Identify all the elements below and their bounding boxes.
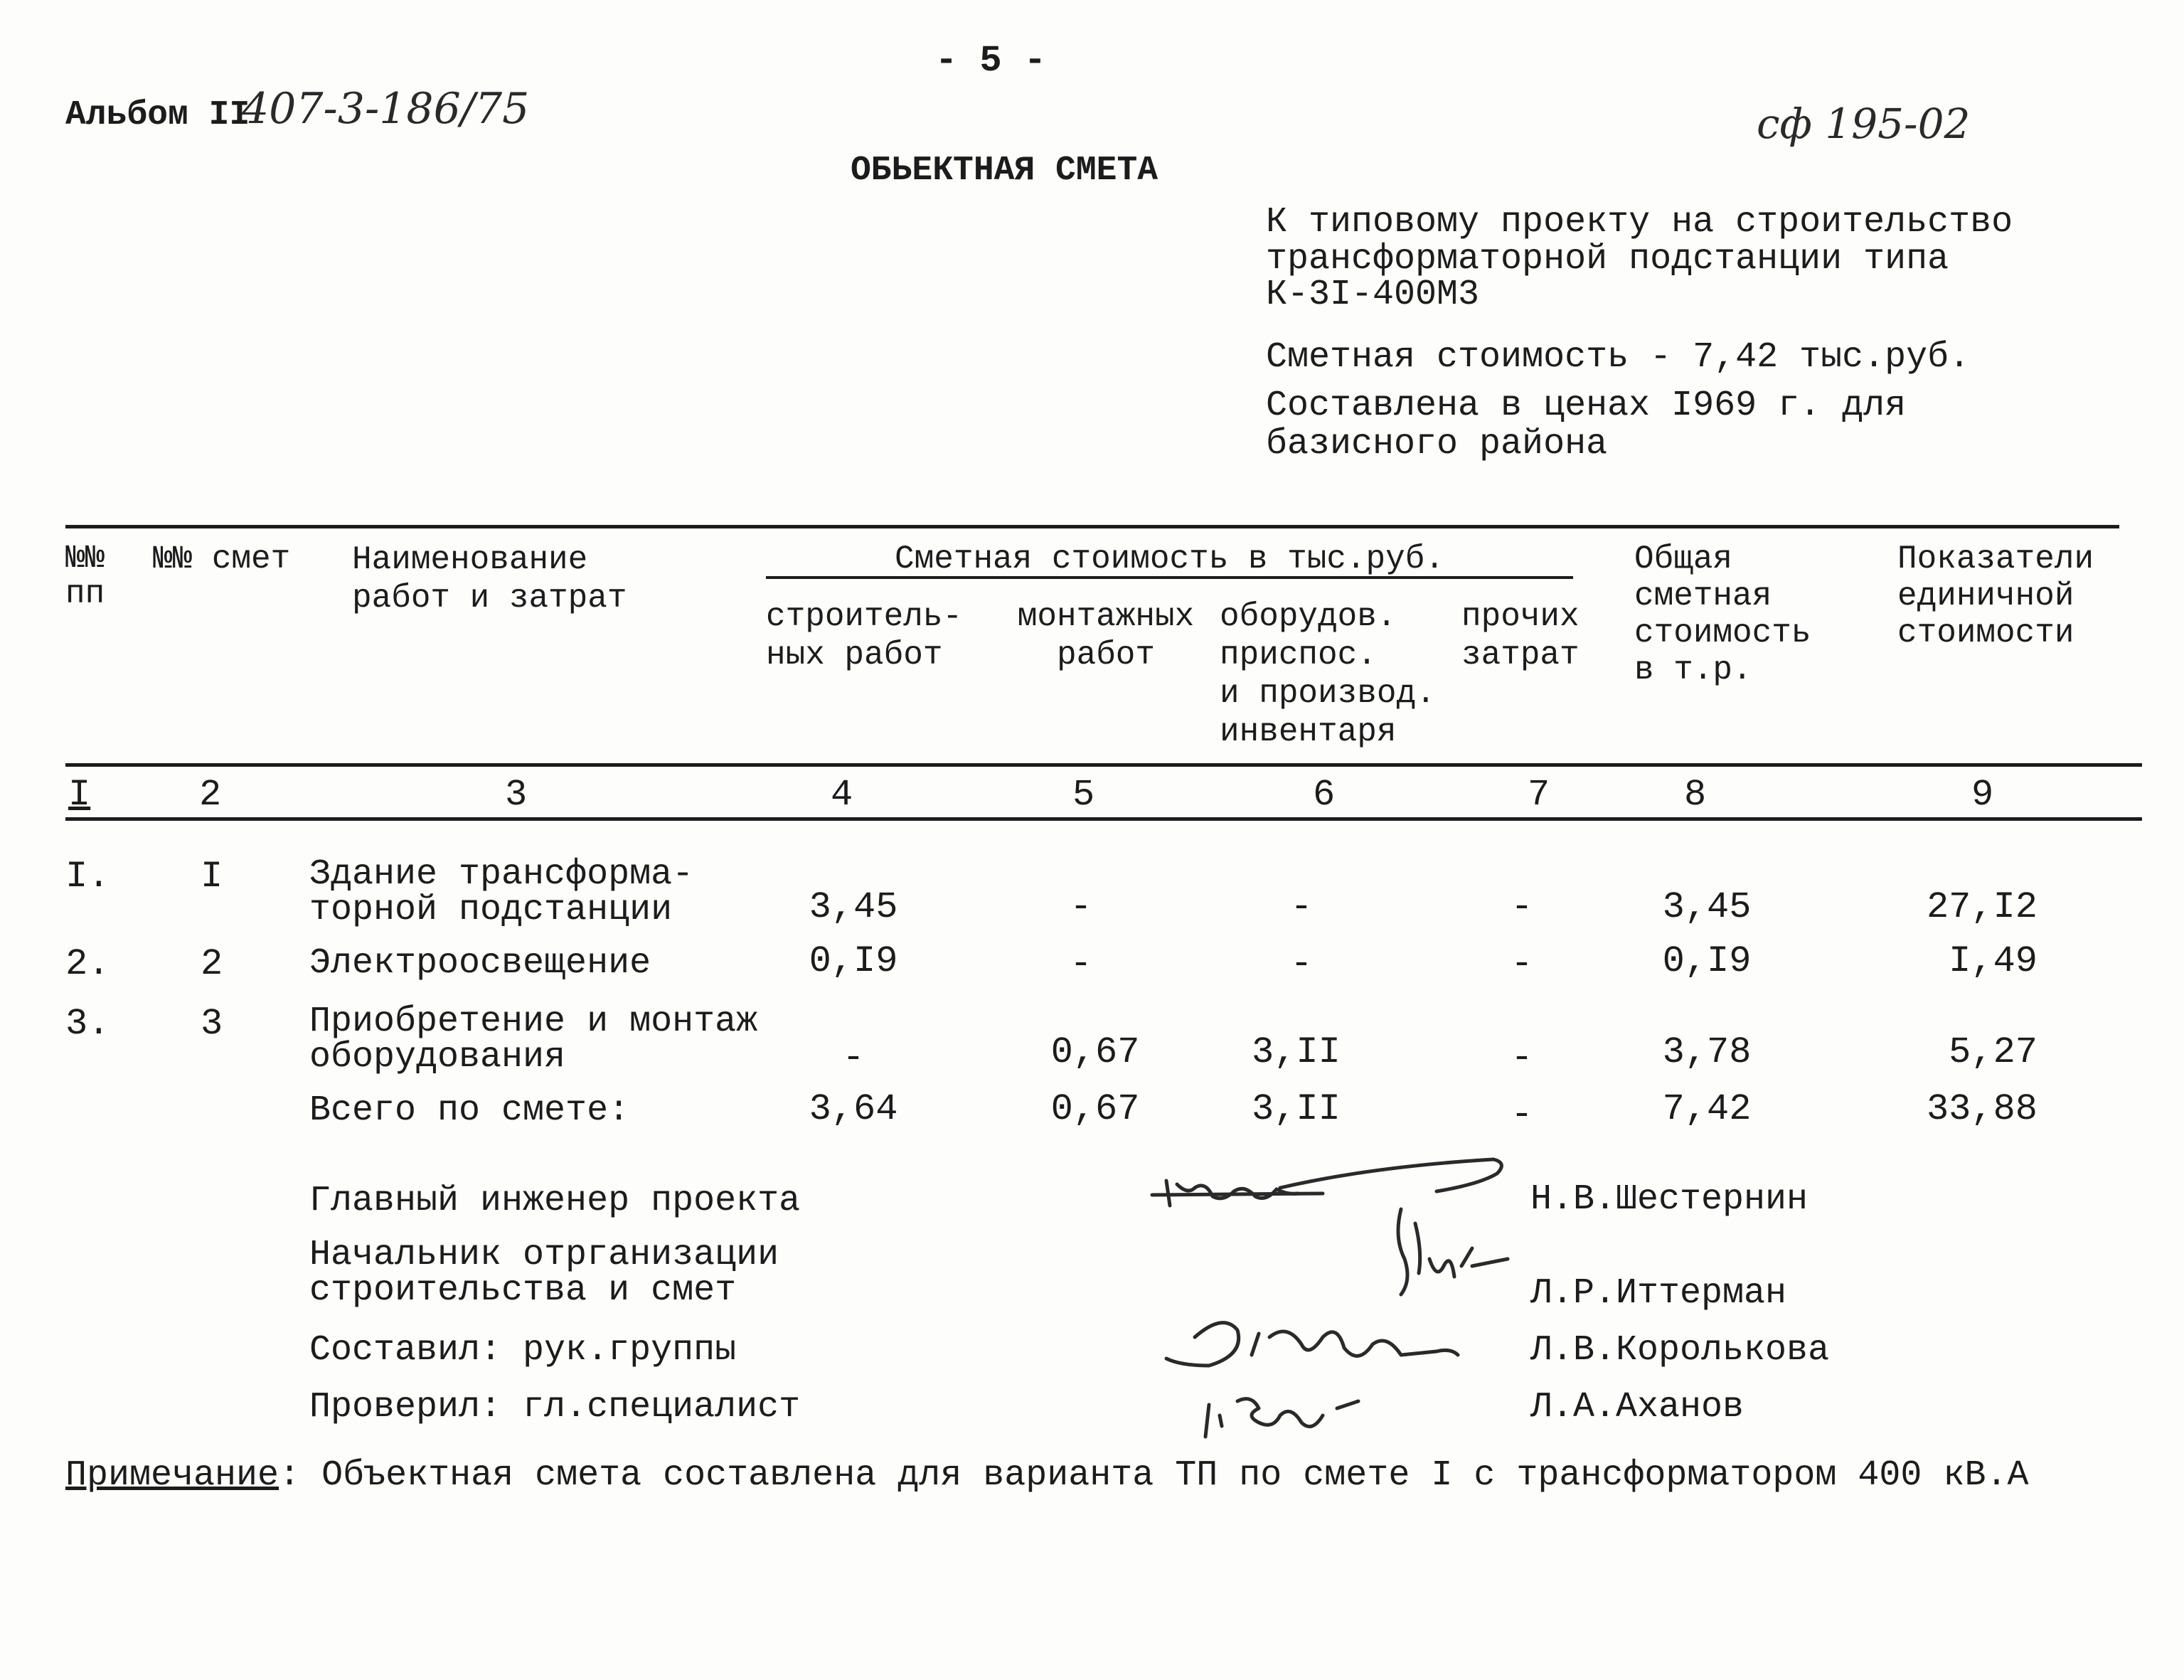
row-number: 2. (65, 943, 110, 985)
column-number-4: 4 (831, 774, 853, 816)
header-col-unit-cost: Показатели единичной стоимости (1897, 541, 2094, 652)
total-other: - (1511, 1094, 1533, 1136)
row-name: Электроосвещение (309, 943, 651, 984)
row-smeta: 2 (201, 943, 223, 985)
document-code: сф 195-02 (1757, 100, 1971, 148)
row-total: 3,45 (1662, 886, 1752, 928)
column-number-6: 6 (1313, 774, 1336, 816)
total-total: 7,42 (1662, 1088, 1752, 1130)
signature-name-itterman: Л.Р.Иттерман (1530, 1273, 1787, 1314)
row-equipment: 3,II (1252, 1031, 1341, 1073)
row-unit-cost: 5,27 (1949, 1031, 2037, 1073)
row-construction: 3,45 (809, 886, 898, 928)
row-total: 3,78 (1662, 1031, 1752, 1073)
signature-role-head: Начальник отрганизации строительства и смет (309, 1235, 779, 1311)
header-col-construction: строитель- ных работ (766, 598, 963, 674)
note-label: Примечание (65, 1455, 279, 1496)
header-col-equipment: оборудов. приспос. и производ. инвентаря (1220, 598, 1436, 750)
row-unit-cost: I,49 (1949, 940, 2037, 982)
header-group-cost: Сметная стоимость в тыс.руб. (895, 541, 1444, 578)
column-numbers-rule (65, 817, 2142, 821)
total-label: Всего по смете: (309, 1090, 630, 1131)
row-installation: - (1070, 886, 1092, 928)
signature-name-akhanov: Л.А.Аханов (1530, 1387, 1744, 1428)
column-number-5: 5 (1072, 774, 1095, 816)
note (65, 1457, 2028, 1495)
page-title: ОБЬЕКТНАЯ СМЕТА (851, 151, 1158, 190)
project-line-1: К типовому проекту на строительство (1266, 202, 2013, 243)
column-number-8: 8 (1684, 774, 1707, 816)
row-other: - (1511, 1037, 1533, 1079)
album-label: Альбом II (65, 96, 250, 134)
row-smeta: I (201, 856, 223, 898)
total-equipment: 3,II (1252, 1088, 1341, 1130)
row-other: - (1511, 943, 1533, 985)
total-construction: 3,64 (809, 1088, 898, 1130)
header-col-smeta: №№ смет (153, 541, 291, 578)
project-line-2: трансформаторной подстанции типа (1266, 239, 1949, 280)
row-number: I. (65, 856, 110, 898)
project-line-3: К-3I-400М3 (1266, 275, 1480, 315)
header-col-other: прочих затрат (1461, 598, 1580, 674)
signature-role-checker: Проверил: гл.специалист (309, 1387, 801, 1428)
header-bottom-rule (65, 763, 2142, 767)
album-code: 407-3-186/75 (242, 84, 530, 134)
column-number-9: 9 (1971, 774, 1994, 816)
signature-name-shesternin: Н.В.Шестернин (1530, 1179, 1809, 1220)
header-col-name: Наименование работ и затрат (352, 541, 627, 617)
page-number: - 5 - (935, 40, 1047, 82)
row-name: Здание трансформа- торной подстанции (309, 854, 694, 930)
signature-role-chief-engineer: Главный инженер проекта (309, 1181, 801, 1221)
signature-role-compiler: Составил: рук.группы (309, 1330, 737, 1371)
handwritten-signatures (1138, 1152, 1536, 1451)
header-col-total-cost: Общая сметная стоимость в т.р. (1634, 541, 1811, 689)
column-number-1: I (68, 774, 91, 816)
header-col-number: №№ пп (65, 540, 105, 612)
prices-line-2: базисного района (1266, 424, 1608, 464)
row-name: Приобретение и монтаж оборудования (309, 1001, 758, 1078)
row-equipment: - (1290, 943, 1313, 985)
signature-name-korolkova: Л.В.Королькова (1530, 1330, 1830, 1371)
row-construction: 0,I9 (809, 940, 898, 982)
prices-line-1: Составлена в ценах I969 г. для (1266, 386, 1907, 426)
row-number: 3. (65, 1003, 110, 1045)
total-installation: 0,67 (1050, 1088, 1140, 1130)
row-other: - (1511, 886, 1533, 928)
header-col-installation: монтажных работ (1017, 598, 1195, 674)
row-installation: 0,67 (1050, 1031, 1140, 1073)
row-total: 0,I9 (1662, 940, 1752, 982)
row-construction: - (842, 1037, 865, 1079)
total-unit-cost: 33,88 (1926, 1088, 2037, 1130)
row-unit-cost: 27,I2 (1926, 886, 2037, 928)
row-smeta: 3 (201, 1003, 223, 1045)
estimated-cost: Сметная стоимость - 7,42 тыс.руб. (1266, 337, 1971, 378)
table-top-rule (65, 525, 2119, 528)
row-installation: - (1070, 943, 1092, 985)
column-number-2: 2 (199, 774, 222, 816)
note-text: : Объектная смета составлена для варианта ТП по смете I с трансформатором 400 кВ.А (279, 1455, 2029, 1496)
column-number-3: 3 (505, 774, 528, 816)
row-equipment: - (1290, 886, 1313, 928)
column-number-7: 7 (1528, 774, 1550, 816)
